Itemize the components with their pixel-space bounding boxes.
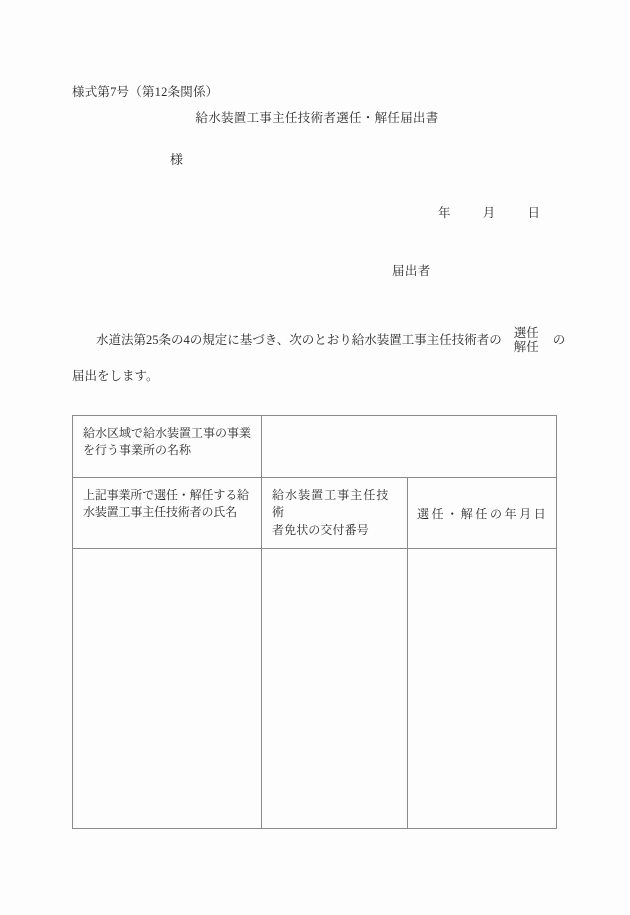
table-row-entry bbox=[73, 549, 557, 829]
cell-license-number-value[interactable] bbox=[262, 549, 408, 829]
body-text-before-options: 水道法第25条の4の規定に基づき、次のとおり給水装置工事主任技術者の bbox=[96, 332, 502, 347]
submitter-label: 届出者 bbox=[392, 264, 431, 278]
header-appoint-date-wrap bbox=[408, 478, 556, 548]
cell-header-appoint-date bbox=[408, 478, 557, 549]
table-row-business-name bbox=[73, 416, 557, 478]
engineer-name-value bbox=[73, 549, 261, 567]
table-row-headers bbox=[73, 478, 557, 549]
business-name-label: 給水区域で給水装置工事の事業を行う事業所の名称 bbox=[83, 426, 252, 458]
appointment-option-stack bbox=[514, 326, 539, 355]
appoint-date-value bbox=[408, 549, 556, 567]
form-number: 様式第7号（第12条関係） bbox=[72, 85, 219, 99]
cell-business-name-value[interactable] bbox=[262, 416, 557, 478]
body-paragraph bbox=[72, 325, 564, 383]
addressee-suffix: 様 bbox=[170, 152, 184, 167]
year-label: 年 bbox=[438, 206, 451, 220]
header-license-number-line1: 給水装置工事主任技術 bbox=[272, 488, 390, 520]
month-label: 月 bbox=[482, 206, 496, 220]
cell-header-engineer-name bbox=[73, 478, 262, 549]
body-line-two: 届出をします。 bbox=[72, 369, 159, 383]
license-number-value bbox=[262, 549, 407, 567]
option-appoint[interactable]: 選任 bbox=[513, 325, 539, 340]
date-line bbox=[438, 203, 540, 221]
cell-appoint-date-value[interactable] bbox=[408, 549, 557, 829]
cell-business-name-label bbox=[73, 416, 262, 478]
body-text-after-options: の bbox=[552, 332, 566, 347]
business-name-value bbox=[262, 416, 556, 434]
body-line-one bbox=[72, 325, 564, 355]
day-label: 日 bbox=[527, 206, 541, 220]
option-dismiss[interactable]: 解任 bbox=[513, 340, 539, 354]
document-title: 給水装置工事主任技術者選任・解任届出書 bbox=[195, 111, 439, 125]
declaration-table bbox=[72, 415, 557, 829]
header-license-number bbox=[262, 478, 407, 548]
header-appoint-date: 選任・解任の年月日 bbox=[417, 506, 549, 521]
header-engineer-name: 上記事業所で選任・解任する給水装置工事主任技術者の氏名 bbox=[83, 488, 249, 520]
header-license-number-line2: 者免状の交付番号 bbox=[272, 522, 369, 537]
cell-header-license-number bbox=[262, 478, 408, 549]
cell-engineer-name-value[interactable] bbox=[73, 549, 262, 829]
